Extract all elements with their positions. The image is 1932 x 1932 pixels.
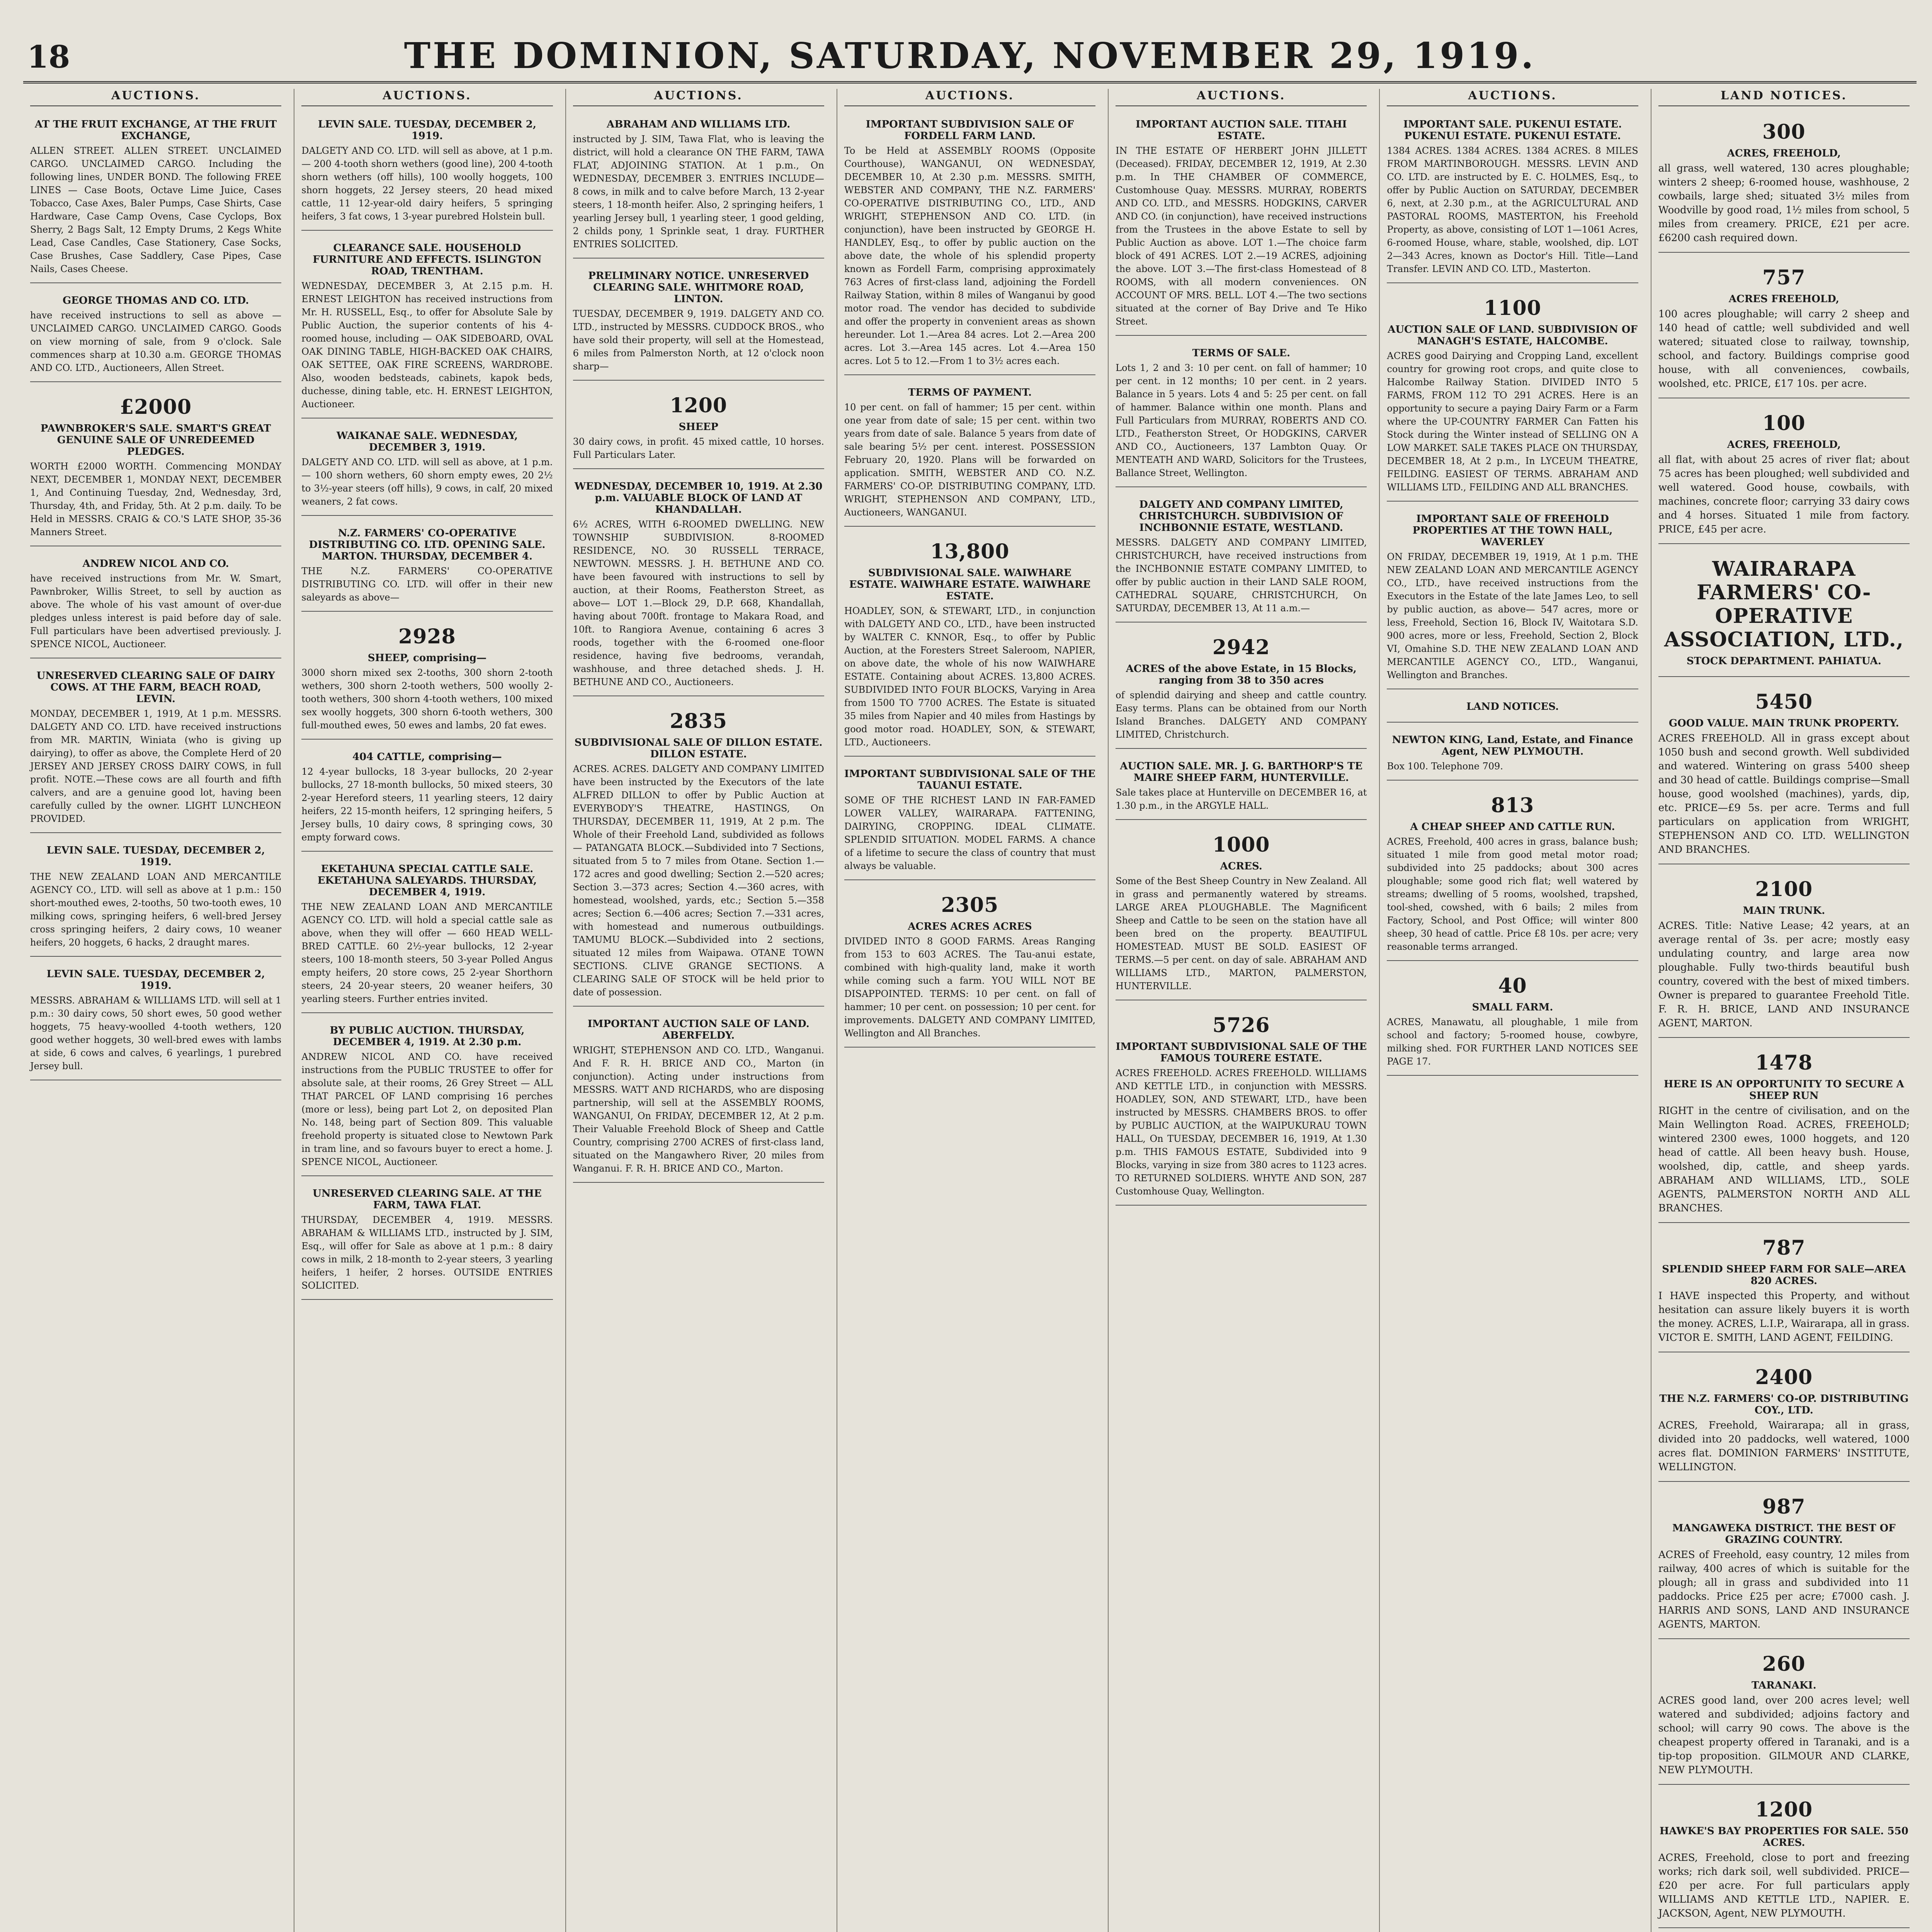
ad-body: DIVIDED INTO 8 GOOD FARMS. Areas Ranging from 153 to 603 ACRES. The Tau-anui estate, combined with high-quality land, make it worth while coming such a farm. YOU WILL NOT BE DISAPPOINTED. TERMS: 10 per cent. on fall of hammer; 10 per cent. on possession; 10 per cent. for improvements. DALGETY AND COMPANY LIMITED, Wellington and All Branches.: [844, 936, 1096, 1039]
ad-display-heading: 2305: [941, 893, 999, 917]
ad-heading: HERE IS AN OPPORTUNITY TO SECURE A SHEEP RUN: [1663, 1078, 1904, 1102]
ad-body: 10 per cent. on fall of hammer; 15 per cent. within one year from date of sale; 15 per cent. within two years from date of sale. Balance 5 years from date of sale bearing 5½ per cent. interest. POSSESSION February 20, 1920. Plans will be forwarded on application. SMITH, WEBSTER AND CO. N.Z. FARMERS' CO-OP. DISTRIBUTING COMPANY, LTD. WRIGHT, STEPHENSON AND COMPANY, LTD., Auctioneers, WANGANUI.: [844, 402, 1096, 518]
column-7: [1651, 89, 1917, 1932]
ad-body: SOME OF THE RICHEST LAND IN FAR-FAMED LOWER VALLEY, WAIRARAPA. FATTENING, DAIRYING, CROPPING. IDEAL CLIMATE. SPLENDID SITUATION. MODEL FARMS. A chance of a lifetime to secure the class of country that must always be valuable.: [844, 795, 1096, 871]
ad-heading: 404 CATTLE, comprising—: [352, 751, 502, 763]
column-heading: AUCTIONS.: [301, 89, 553, 106]
ad-display-heading: 2400: [1755, 1366, 1813, 1389]
ad-heading: LAND NOTICES.: [1466, 701, 1559, 713]
ad-display-heading: 100: [1762, 412, 1806, 435]
column-heading: AUCTIONS.: [844, 89, 1095, 106]
ad-heading: TARANAKI.: [1752, 1680, 1816, 1691]
ad-heading: IMPORTANT SUBDIVISIONAL SALE OF THE FAMOUS TOURERE ESTATE.: [1116, 1041, 1367, 1064]
advertisement: [1658, 1790, 1910, 1928]
ad-body: instructed by J. SIM, Tawa Flat, who is leaving the district, will hold a clearance ON THE FARM, TAWA FLAT, ADJOINING STATION. At 1 p.m., On WEDNESDAY, DECEMBER 3. ENTRIES INCLUDE— 8 cows, in milk and to calve before March, 13 2-year steers, 1 18-month heifer. Also, 2 springing heifers, 1 yearling Jersey bull, 1 yearling steer, 1 good gelding, 2 childs pony, 1 Sprinkle seat, 1 dray. FURTHER ENTRIES SOLICITED.: [573, 134, 824, 250]
ad-display-heading: 813: [1491, 794, 1534, 817]
advertisement: [1658, 112, 1910, 253]
ad-heading: N.Z. FARMERS' CO-OPERATIVE DISTRIBUTING CO. LTD. OPENING SALE. MARTON. THURSDAY, DECEMBER 4.: [309, 527, 546, 562]
advertisement: [301, 617, 553, 740]
advertisement: [1658, 1228, 1910, 1352]
advertisement: [30, 552, 281, 658]
ad-display-heading: 260: [1762, 1652, 1806, 1676]
advertisement: [1116, 341, 1367, 487]
ad-body: 6½ ACRES, WITH 6-ROOMED DWELLING. NEW TOWNSHIP SUBDIVISION. 8-ROOMED RESIDENCE, NO. 30 RUSSELL TERRACE, NEWTOWN. MESSRS. J. H. BETHUNE AND CO. have been favoured with instructions to sell by auction, at their Rooms, Featherston Street, as above— LOT 1.—Block 29, D.P. 668, Khandallah, having about 700ft. frontage to Makara Road, and 10ft. to Rangiora Avenue, containing 6 acres 3 roods, together with the 6-roomed one-floor residence, having five bedrooms, verandah, washhouse, and three detached sheds. J. H. BETHUNE AND CO., Auctioneers.: [573, 519, 824, 687]
ad-body: ACRES. Title: Native Lease; 42 years, at an average rental of 3s. per acre; mostly easy undulating country, and large area now ploughable. Fully two-thirds beautiful bush country, covered with the best of mixed timbers. Owner is prepared to guarantee Freehold Title. F. R. H. BRICE, LAND AND INSURANCE AGENT, MARTON.: [1658, 920, 1910, 1029]
ad-display-heading: 2942: [1212, 636, 1270, 659]
advertisement: [1387, 728, 1638, 781]
ad-body: ACRES, Freehold, 400 acres in grass, balance bush; situated 1 mile from good metal motor road; subdivided into 25 paddocks; about 300 acres ploughable; some good rich flat; well watered by streams; dwelling of 5 rooms, woolshed, trapshed, tool-shed, cowshed, with 6 bails; 2 miles from Factory, School, and Post Office; will winter 800 sheep, 30 head of cattle. Price £8 10s. per acre; very reasonable terms arranged.: [1387, 836, 1638, 952]
column-1: [23, 89, 288, 1932]
ad-display-heading: £2000: [120, 395, 192, 419]
ad-body: ACRES good land, over 200 acres level; well watered and subdivided; adjoins factory and school; will carry 90 cows. The above is the cheapest property offered in Taranaki, and is a tip-top proposition. GILMOUR AND CLARKE, NEW PLYMOUTH.: [1658, 1695, 1910, 1776]
ad-display-heading: WAIRARAPA FARMERS' CO-OPERATIVE ASSOCIATION, LTD.,: [1664, 557, 1904, 651]
ad-body: HOADLEY, SON, & STEWART, LTD., in conjunction with DALGETY AND CO., LTD., have been instructed by WALTER C. KNNOR, Esq., to offer by Public Auction, at the Foresters Street Saleroom, NAPIER, on above date, the whole of his now WAIWHARE ESTATE. Containing about ACRES. 13,800 ACRES. SUBDIVIDED INTO FOUR BLOCKS, Varying in Area from 1500 TO 7700 ACRES. The Estate is situated 35 miles from Napier and 40 miles from Hastings by good motor road. HOADLEY, SON, & STEWART, LTD., Auctioneers.: [844, 605, 1096, 748]
ad-body: ACRES FREEHOLD. ACRES FREEHOLD. WILLIAMS AND KETTLE LTD., in conjunction with MESSRS. HOADLEY, SON, AND STEWART, LTD., have been instructed by MESSRS. CHAMBERS BROS. to offer by PUBLIC AUCTION, at the WAIPUKURAU TOWN HALL, On TUESDAY, DECEMBER 16, 1919, At 1.30 p.m. THIS FAMOUS ESTATE, Subdivided into 9 Blocks, varying in size from 380 acres to 1123 acres. TO RETURNED SOLDIERS. WHYTE AND SON, 287 Customhouse Quay, Wellington.: [1116, 1068, 1367, 1197]
advertisement: [301, 424, 553, 516]
advertisement: [573, 1012, 824, 1183]
advertisement: [30, 388, 281, 546]
ad-heading: PAWNBROKER'S SALE. SMART'S GREAT GENUINE SALE OF UNREDEEMED PLEDGES.: [40, 423, 271, 457]
advertisement: [1387, 966, 1638, 1076]
ad-body: all grass, well watered, 130 acres ploughable; winters 2 sheep; 6-roomed house, washhouse, 2 cowbails, large shed; situated 3½ miles from Woodville by good road, 1½ miles from school, 5 miles from creamery. PRICE, £21 per acre. £6200 cash required down.: [1658, 163, 1910, 244]
ad-heading: LEVIN SALE. TUESDAY, DECEMBER 2, 1919.: [46, 968, 265, 992]
ad-body: ACRES of Freehold, easy country, 12 miles from railway, 400 acres of which is suitable for the plough; all in grass and subdivided into 11 paddocks. Price £25 per acre; £7000 cash. J. HARRIS AND SONS, LAND AND INSURANCE AGENTS, MARTON.: [1658, 1549, 1910, 1630]
ad-heading: SUBDIVISIONAL SALE OF DILLON ESTATE. DILLON ESTATE.: [574, 737, 823, 760]
ad-body: WORTH £2000 WORTH. Commencing MONDAY NEXT, DECEMBER 1, MONDAY NEXT, DECEMBER 1, And Continuing Tuesday, 2nd, Wednesday, 3rd, Thursday, 4th, and Friday, 5th. At 2 p.m. daily. To be Held in MESSRS. CRAIG & CO.'S LATE SHOP, 35-36 Manners Street.: [30, 461, 282, 537]
ad-heading: SHEEP, comprising—: [367, 652, 487, 664]
ad-body: DALGETY AND CO. LTD. will sell as above, at 1 p.m. — 100 shorn wethers, 60 shorn empty ewes, 20 2½ to 3½-year steers (off hills), 9 cows, in calf, 20 mixed weaners, 2 fat cows.: [301, 457, 553, 507]
ad-heading: PRELIMINARY NOTICE. UNRESERVED CLEARING SALE. WHITMORE ROAD, LINTON.: [588, 270, 809, 305]
ad-body: have received instructions to sell as above — UNCLAIMED CARGO. UNCLAIMED CARGO. Goods on view morning of sale, from 9 o'clock. Sale commences sharp at 10.30 a.m. GEORGE THOMAS AND CO. LTD., Auctioneers, Allen Street.: [30, 310, 282, 373]
ad-heading: IMPORTANT AUCTION SALE. TITAHI ESTATE.: [1135, 119, 1347, 142]
ad-heading: IMPORTANT SALE. PUKENUI ESTATE. PUKENUI ESTATE. PUKENUI ESTATE.: [1403, 119, 1622, 142]
advertisement: [1116, 1006, 1367, 1206]
advertisement: [844, 762, 1095, 880]
ad-body: DALGETY AND CO. LTD. will sell as above, at 1 p.m.— 200 4-tooth shorn wethers (good line), 200 4-tooth shorn wethers (off hills), 100 woolly hoggets, 100 shorn hoggets, 22 Jersey steers, 20 head mixed cattle, 11 12-year-old dairy heifers, 5 springing heifers, 3 fat cows, 1 3-year purebred Holstein bull.: [301, 145, 553, 222]
ad-heading: ABRAHAM AND WILLIAMS LTD.: [607, 119, 791, 130]
ad-heading: ACRES, FREEHOLD,: [1727, 439, 1841, 451]
ad-body: ON FRIDAY, DECEMBER 19, 1919, At 1 p.m. THE NEW ZEALAND LOAN AND MERCANTILE AGENCY CO., LTD., have received instructions from the Executors in the Estate of the late James Leo, to sell by public auction, as above— 547 acres, more or less, Freehold, Section 16, Block IV, Waitotara S.D. 900 acres, more or less, Freehold, Section 2, Block VI, Omahine S.D. THE NEW ZEALAND LOAN AND MERCANTILE AGENCY CO., LTD., Wanganui, Wellington and Branches.: [1387, 551, 1638, 680]
ad-heading: AUCTION SALE OF LAND. SUBDIVISION OF MANAGH'S ESTATE, HALCOMBE.: [1388, 324, 1638, 347]
advertisement: [1658, 549, 1910, 677]
column-heading: AUCTIONS.: [1116, 89, 1367, 106]
page-number: 18: [27, 39, 70, 75]
ad-body: MONDAY, DECEMBER 1, 1919, At 1 p.m. MESSRS. DALGETY AND CO. LTD. have received instructions from MR. MARTIN, Winiata (who is giving up dairying), to offer as above, the Complete Herd of 20 JERSEY AND JERSEY CROSS DAIRY COWS, in full profit. NOTE.—These cows are all fourth and fifth calvers, and are a genuine good lot, having been carefully culled by the owner. LIGHT LUNCHEON PROVIDED.: [30, 708, 282, 824]
advertisement: [30, 838, 281, 957]
ad-heading: IMPORTANT SUBDIVISIONAL SALE OF THE TAUANUI ESTATE.: [844, 768, 1095, 791]
ad-heading: NEWTON KING, Land, Estate, and Finance Agent, NEW PLYMOUTH.: [1392, 734, 1633, 757]
ad-heading: ANDREW NICOL AND CO.: [82, 558, 229, 570]
ad-display-heading: 5726: [1212, 1014, 1270, 1037]
ad-body: WEDNESDAY, DECEMBER 3, At 2.15 p.m. H. ERNEST LEIGHTON has received instructions from Mr. H. RUSSELL, Esq., to offer for Absolute Sale by Public Auction, the superior contents of his 4-roomed house, including — OAK SIDEBOARD, OVAL OAK DINING TABLE, HIGH-BACKED OAK CHAIRS, OAK SETTEE, OAK FIRE SCREENS, WARDROBE. Also, wooden bedsteads, cabinets, kapok beds, duchesse, dining table, etc. H. ERNEST LEIGHTON, Auctioneer.: [301, 281, 553, 410]
ad-display-heading: 2100: [1755, 878, 1813, 901]
advertisement: [30, 289, 281, 382]
ad-heading: SUBDIVISIONAL SALE. WAIWHARE ESTATE. WAIWHARE ESTATE. WAIWHARE ESTATE.: [849, 567, 1091, 602]
ad-body: 100 acres ploughable; will carry 2 sheep and 140 head of cattle; well subdivided and well watered; situated close to railway, township, school, and factory. Buildings comprise good house, with all conveniences, cowbails, woolshed, etc. PRICE, £17 10s. per acre.: [1658, 308, 1910, 389]
advertisement: [1658, 870, 1910, 1038]
ad-heading: ACRES of the above Estate, in 15 Blocks, ranging from 38 to 350 acres: [1126, 663, 1357, 686]
ad-display-heading: 2835: [670, 709, 728, 733]
ad-heading: LEVIN SALE. TUESDAY, DECEMBER 2, 1919.: [46, 845, 265, 868]
advertisement: [1658, 1358, 1910, 1482]
ad-heading: ACRES.: [1220, 861, 1262, 872]
column-heading: AUCTIONS.: [30, 89, 281, 106]
column-2: [294, 89, 560, 1932]
advertisement: [1387, 112, 1638, 283]
advertisement: [301, 1019, 553, 1176]
ad-body: I HAVE inspected this Property, and without hesitation can assure likely buyers it is worth the money. ACRES, L.I.P., Wairarapa, all in grass. VICTOR E. SMITH, LAND AGENT, FEILDING.: [1658, 1290, 1910, 1344]
advertisement: [844, 112, 1095, 375]
ad-heading: MANGAWEKA DISTRICT. THE BEST OF GRAZING COUNTRY.: [1672, 1522, 1896, 1546]
advertisement: [573, 474, 824, 696]
advertisement: [30, 664, 281, 833]
advertisement: [1116, 112, 1367, 336]
ad-display-heading: 5450: [1755, 690, 1813, 714]
ad-heading: UNRESERVED CLEARING SALE OF DAIRY COWS. AT THE FARM, BEACH ROAD, LEVIN.: [36, 670, 275, 705]
ad-body: THE NEW ZEALAND LOAN AND MERCANTILE AGENCY CO. LTD. will hold a special cattle sale as above, when they will offer — 660 HEAD WELL-BRED CATTLE. 60 2½-year bullocks, 12 2-year steers, 100 18-month steers, 50 3-year Polled Angus empty heifers, 20 store cows, 25 2-year Shorthorn steers, 24 20-year steers, 20 weaner heifers, 30 yearling steers. Further entries invited.: [301, 901, 553, 1004]
ad-body: THE NEW ZEALAND LOAN AND MERCANTILE AGENCY CO., LTD. will sell as above at 1 p.m.: 150 short-mouthed ewes, 2-tooths, 50 two-tooth ewes, 10 milking cows, springing heifers, 6 well-bred Jersey cross springing heifers, 2 dairy cows, 10 weaner heifers, 20 hoggets, 6 hacks, 2 draught mares.: [30, 871, 282, 948]
advertisement: [1658, 1043, 1910, 1223]
ad-body: ACRES, Freehold, close to port and freezing works; rich dark soil, well subdivided. PRICE—£20 per acre. For full particulars apply WILLIAMS AND KETTLE LTD., NAPIER. E. JACKSON, Agent, NEW PLYMOUTH.: [1658, 1852, 1910, 1919]
ad-display-heading: 1000: [1212, 833, 1270, 857]
advertisement: [844, 381, 1095, 527]
ad-heading: SMALL FARM.: [1472, 1002, 1553, 1013]
ad-body: Sale takes place at Hunterville on DECEMBER 16, at 1.30 p.m., in the ARGYLE HALL.: [1116, 787, 1367, 811]
advertisement: [1658, 258, 1910, 398]
ad-heading: AT THE FRUIT EXCHANGE, AT THE FRUIT EXCHANGE,: [35, 119, 277, 142]
ad-body: 12 4-year bullocks, 18 3-year bullocks, 20 2-year bullocks, 27 18-month bullocks, 50 mixed steers, 30 2-year Hereford steers, 11 yearling steers, 12 dairy heifers, 22 15-month heifers, 12 springing heifers, 5 Jersey bulls, 10 dairy cows, 8 springing cows, 30 empty forward cows.: [301, 766, 553, 843]
advertisement: [301, 236, 553, 418]
ad-body: ALLEN STREET. ALLEN STREET. UNCLAIMED CARGO. UNCLAIMED CARGO. Including the following lines, UNDER BOND. The following FREE LINES — Case Boots, Octave Lime Juice, Cases Tobacco, Case Axes, Baler Pumps, Case Shirts, Case Hardware, Case Camp Ovens, Case Cyclops, Box Sherry, 2 Bags Salt, 12 Empty Drums, 2 Kegs White Lead, Case Candles, Case Stationery, Case Socks, Case Brushes, Case Saddlery, Case Pipes, Case Nails, Cases Cheese.: [30, 145, 282, 274]
ad-display-heading: 40: [1498, 974, 1527, 998]
ad-heading: STOCK DEPARTMENT. PAHIATUA.: [1686, 655, 1881, 667]
ad-body: WRIGHT, STEPHENSON AND CO. LTD., Wanganui. And F. R. H. BRICE AND CO., Marton (in conjunction). Acting under instructions from MESSRS. WATT AND RICHARDS, who are disposing partnership, will sell at the ASSEMBLY ROOMS, WANGANUI, On FRIDAY, DECEMBER 12, At 2 p.m. Their Valuable Freehold Block of Sheep and Cattle Country, comprising 2700 ACRES of first-class land, situated on the Mangawhero River, 20 miles from Wanganui. F. R. H. BRICE AND CO., Marton.: [573, 1045, 824, 1174]
column-heading: AUCTIONS.: [1387, 89, 1638, 106]
advertisement: [30, 962, 281, 1080]
advertisement: [1116, 825, 1367, 1000]
ad-body: MESSRS. ABRAHAM & WILLIAMS LTD. will sell at 1 p.m.: 30 dairy cows, 50 short ewes, 50 good wether hoggets, 75 heavy-woolled 4-tooth wethers, 120 good wether hoggets, 30 well-bred ewes with lambs at side, 6 cows and calves, 6 yearlings, 1 purebred Jersey bull.: [30, 995, 282, 1071]
advertisement: [1658, 1645, 1910, 1785]
ad-display-heading: 787: [1762, 1236, 1806, 1260]
ad-body: ANDREW NICOL AND CO. have received instructions from the PUBLIC TRUSTEE to offer for absolute sale, at their rooms, 26 Grey Street — ALL THAT PARCEL OF LAND comprising 16 perches (more or less), being part Lot 2, on deposited Plan No. 148, being part of Section 809. This valuable freehold property is situated close to Newtown Park in tram line, and so favours buyer to erect a home. J. SPENCE NICOL, Auctioneer.: [301, 1051, 553, 1167]
advertisement: [1387, 507, 1638, 689]
ad-heading: TERMS OF PAYMENT.: [908, 387, 1032, 398]
advertisement: [301, 745, 553, 852]
ad-heading: DALGETY AND COMPANY LIMITED, CHRISTCHURCH. SUBDIVISION OF INCHBONNIE ESTATE, WESTLAND.: [1139, 499, 1344, 534]
ad-display-heading: 1100: [1484, 296, 1541, 320]
ad-body: ACRES FREEHOLD. All in grass except about 1050 bush and second growth. Well subdivided and watered. Wintering on grass 5400 sheep and 30 head of cattle. Buildings comprise—Small house, good woolshed (machines), yards, dip, etc. PRICE—£9 5s. per acre. Terms and full particulars on application from WRIGHT, STEPHENSON AND CO. LTD. WELLINGTON AND BRANCHES.: [1658, 733, 1910, 855]
advertisement: [573, 264, 824, 381]
advertisement: [301, 1182, 553, 1300]
advertisement: [30, 112, 281, 283]
column-5: [1108, 89, 1374, 1932]
ad-heading: SHEEP: [679, 421, 718, 433]
ad-heading: UNRESERVED CLEARING SALE. AT THE FARM, TAWA FLAT.: [313, 1188, 542, 1211]
column-3: [565, 89, 831, 1932]
advertisement: [301, 112, 553, 231]
ad-body: MESSRS. DALGETY AND COMPANY LIMITED, CHRISTCHURCH, have received instructions from the INCHBONNIE ESTATE COMPANY LIMITED, to offer by public auction in their LAND SALE ROOM, CATHEDRAL SQUARE, CHRISTCHURCH, On SATURDAY, DECEMBER 13, At 11 a.m.—: [1116, 537, 1367, 614]
ad-heading: BY PUBLIC AUCTION. THURSDAY, DECEMBER 4, 1919. At 2.30 p.m.: [330, 1025, 525, 1048]
ad-heading: IMPORTANT AUCTION SALE OF LAND. ABERFELDY.: [587, 1018, 810, 1041]
ad-display-heading: 300: [1762, 120, 1806, 144]
ad-heading: TERMS OF SALE.: [1192, 347, 1291, 359]
ad-display-heading: 1478: [1755, 1051, 1813, 1075]
advertisement: [301, 521, 553, 612]
ad-body: THE N.Z. FARMERS' CO-OPERATIVE DISTRIBUTING CO. LTD. will offer in their new saleyards as above—: [301, 566, 553, 603]
ad-body: To be Held at ASSEMBLY ROOMS (Opposite Courthouse), WANGANUI, ON WEDNESDAY, DECEMBER 10, At 2.30 p.m. MESSRS. SMITH, WEBSTER AND COMPANY, THE N.Z. FARMERS' CO-OPERATIVE DISTRIBUTING CO., LTD., AND WRIGHT, STEPHENSON AND CO. LTD. (in conjunction), have been instructed by GEORGE H. HANDLEY, Esq., to offer by public auction on the above date, the whole of his splendid property known as Fordell Farm, comprising approximately 763 Acres of first-class land, adjoining the Fordell Railway Station, within 8 miles of Wanganui by good motor road. The vendor has decided to subdivide and offer the property in convenient areas as shown hereunder. Lot 1.—Area 84 acres. Lot 2.—Area 200 acres. Lot 3.—Area 145 acres. Lot 4.—Area 150 acres. Lot 5 to 12.—From 1 to 3½ acres each.: [844, 145, 1096, 366]
advertisement: [573, 702, 824, 1007]
advertisement: [1116, 628, 1367, 749]
column-4: [837, 89, 1102, 1932]
ad-heading: EKETAHUNA SPECIAL CATTLE SALE. EKETAHUNA SALEYARDS. THURSDAY, DECEMBER 4, 1919.: [317, 863, 537, 898]
ad-display-heading: 987: [1762, 1495, 1806, 1519]
ad-heading: AUCTION SALE. MR. J. G. BARTHORP'S TE MAIRE SHEEP FARM, HUNTERVILLE.: [1120, 760, 1363, 784]
ad-body: 30 dairy cows, in profit. 45 mixed cattle, 10 horses. Full Particulars Later.: [573, 436, 824, 460]
column-6: [1379, 89, 1645, 1932]
ad-heading: LEVIN SALE. TUESDAY, DECEMBER 2, 1919.: [318, 119, 536, 142]
column-heading: AUCTIONS.: [573, 89, 824, 106]
ad-display-heading: 1200: [670, 394, 728, 417]
advertisement: [1658, 682, 1910, 864]
newspaper-title: THE DOMINION, SATURDAY, NOVEMBER 29, 1919.: [404, 35, 1536, 77]
advertisement: [1387, 289, 1638, 502]
ad-heading: CLEARANCE SALE. HOUSEHOLD FURNITURE AND EFFECTS. ISLINGTON ROAD, TRENTHAM.: [313, 242, 542, 277]
ad-display-heading: 757: [1762, 266, 1806, 289]
advertisement: [844, 886, 1095, 1048]
ad-heading: IMPORTANT SALE OF FREEHOLD PROPERTIES AT THE TOWN HALL, WAVERLEY: [1412, 513, 1613, 548]
ad-body: Some of the Best Sheep Country in New Zealand. All in grass and permanently watered by streams. LARGE AREA PLOUGHABLE. The Magnificent Sheep and Cattle to be seen on the station have all been bred on the property. BEAUTIFUL HOMESTEAD. MUST BE SOLD. EASIEST OF TERMS.—5 per cent. on day of sale. ABRAHAM AND WILLIAMS LTD., MARTON, PALMERSTON, HUNTERVILLE.: [1116, 876, 1367, 992]
ad-body: ACRES, Freehold, Wairarapa; all in grass, divided into 20 paddocks, well watered, 1000 acres flat. DOMINION FARMERS' INSTITUTE, WELLINGTON.: [1658, 1420, 1910, 1473]
ad-heading: GOOD VALUE. MAIN TRUNK PROPERTY.: [1668, 718, 1899, 729]
advertisement: [1658, 1487, 1910, 1639]
ad-body: ACRES good Dairying and Cropping Land, excellent country for growing root crops, and quite close to Halcombe Railway Station. DIVIDED INTO 5 FARMS, FROM 112 TO 291 ACRES. Here is an opportunity to secure a paying Dairy Farm or a Farm where the UP-COUNTRY FARMER Can Fatten his Stock during the Winter instead of SELLING ON A LOW MARKET. SALE TAKES PLACE ON THURSDAY, DECEMBER 18, At 2 p.m., In LYCEUM THEATRE, FEILDING. EASIEST OF TERMS. ABRAHAM AND WILLIAMS LTD., FEILDING AND ALL BRANCHES.: [1387, 350, 1638, 493]
ad-heading: GEORGE THOMAS AND CO. LTD.: [62, 295, 249, 306]
ad-body: RIGHT in the centre of civilisation, and on the Main Wellington Road. ACRES, FREEHOLD; wintered 2300 ewes, 1000 hoggets, and 120 head of cattle. All been heavy bush. House, woolshed, dip, cattle, and sheep yards. ABRAHAM AND WILLIAMS, LTD., SOLE AGENTS, PALMERSTON NORTH AND ALL BRANCHES.: [1658, 1105, 1910, 1214]
advertisement: [573, 386, 824, 469]
ad-body: of splendid dairying and sheep and cattle country. Easy terms. Plans can be obtained from our North Island Branches. DALGETY AND COMPANY LIMITED, Christchurch.: [1116, 690, 1367, 740]
ad-body: TUESDAY, DECEMBER 9, 1919. DALGETY AND CO. LTD., instructed by MESSRS. CUDDOCK BROS., who have sold their property, will sell at the Homestead, 6 miles from Palmerston North, at 12 o'clock noon sharp—: [573, 308, 824, 372]
ad-display-heading: 13,800: [930, 540, 1010, 563]
ad-display-heading: 1200: [1755, 1798, 1813, 1821]
columns: [23, 89, 1917, 1932]
ad-heading: SPLENDID SHEEP FARM FOR SALE—AREA 820 ACRES.: [1662, 1264, 1906, 1287]
ad-display-heading: 2928: [398, 625, 456, 648]
masthead: [23, 23, 1917, 83]
ad-body: ACRES, Manawatu, all ploughable, 1 mile from school and factory; 5-roomed house, cowbyre, milking shed. FOR FURTHER LAND NOTICES SEE PAGE 17.: [1387, 1017, 1638, 1067]
advertisement: [301, 857, 553, 1013]
ad-heading: ACRES, FREEHOLD,: [1727, 148, 1841, 159]
ad-body: have received instructions from Mr. W. Smart, Pawnbroker, Willis Street, to sell by auction as above. The whole of his vast amount of over-due pledges unless interest is paid before day of sale. Full particulars have been advertised previously. J. SPENCE NICOL, Auctioneer.: [30, 573, 282, 650]
advertisement: [1116, 754, 1367, 820]
advertisement: [1387, 695, 1638, 723]
ad-heading: ACRES FREEHOLD,: [1728, 293, 1839, 305]
ad-body: all flat, with about 25 acres of river flat; about 75 acres has been ploughed; well subdivided and well watered. Good house, cowbails, with machines, concrete floor; carrying 33 dairy cows and 4 horses. Situated 1 mile from factory. PRICE, £45 per acre.: [1658, 454, 1910, 535]
advertisement: [1116, 493, 1367, 622]
ad-heading: WEDNESDAY, DECEMBER 10, 1919. At 2.30 p.m. VALUABLE BLOCK OF LAND AT KHANDALLAH.: [574, 481, 823, 515]
ad-body: 3000 shorn mixed sex 2-tooths, 300 shorn 2-tooth wethers, 300 shorn 2-tooth wethers, 500 woolly 2-tooth wethers, 300 shorn 4-tooth wethers, 100 mixed sex woolly hoggets, 300 shorn 6-tooth wethers, 300 full-mouthed ewes, 50 ewes and lambs, 20 fat ewes.: [301, 667, 553, 731]
ad-heading: HAWKE'S BAY PROPERTIES FOR SALE. 550 ACRES.: [1659, 1825, 1908, 1849]
ad-body: ACRES. ACRES. DALGETY AND COMPANY LIMITED have been instructed by the Executors of the late ALFRED DILLON to offer by Public Auction at EVERYBODY'S THEATRE, HASTINGS, On THURSDAY, DECEMBER 11, 1919, At 2 p.m. The Whole of their Freehold Land, subdivided as follows— PATANGATA BLOCK.—Subdivided into 7 Sections, situated from 5 to 7 miles from Otane. Section 1.—172 acres and good dwelling; Section 2.—520 acres; Section 3.—373 acres; Section 4.—360 acres, with homestead, woolshed, yards, etc.; Section 5.—358 acres; Section 6.—406 acres; Section 7.—331 acres, with homestead and numerous outbuildings. TAMUMU BLOCK.—Subdivided into 2 sections, situated 12 miles from Waipawa. OTANE TOWN SECTIONS. CLIVE GRANGE SECTIONS. A CLEARING SALE OF STOCK will be held prior to date of possession.: [573, 764, 824, 998]
ad-heading: MAIN TRUNK.: [1743, 905, 1825, 917]
ad-heading: WAIKANAE SALE. WEDNESDAY, DECEMBER 3, 1919.: [336, 430, 518, 453]
ad-heading: ACRES ACRES ACRES: [908, 921, 1032, 932]
ad-heading: A CHEAP SHEEP AND CATTLE RUN.: [1410, 821, 1615, 833]
advertisement: [573, 112, 824, 259]
column-heading: LAND NOTICES.: [1658, 89, 1910, 106]
advertisement: [1387, 786, 1638, 961]
ad-body: 1384 ACRES. 1384 ACRES. 1384 ACRES. 8 MILES FROM MARTINBOROUGH. MESSRS. LEVIN AND CO. LTD. are instructed by E. C. HOLMES, Esq., to offer by Public Auction on SATURDAY, DECEMBER 6, next, at 2.30 p.m., at the AGRICULTURAL AND PASTORAL ROOMS, MASTERTON, his Freehold Property, as above, consisting of LOT 1—1061 Acres, 6-roomed House, whare, stable, woolshed, dip. LOT 2—343 Acres, known as Doctor's Hill. Title—Land Transfer. LEVIN AND CO. LTD., Masterton.: [1387, 145, 1638, 274]
ad-body: THURSDAY, DECEMBER 4, 1919. MESSRS. ABRAHAM & WILLIAMS LTD., instructed by J. SIM, Esq., will offer for Sale as above at 1 p.m.: 8 dairy cows in milk, 2 18-month to 2-year steers, 3 yearling heifers, 1 heifer, 2 horses. OUTSIDE ENTRIES SOLICITED.: [301, 1214, 553, 1291]
advertisement: [1658, 404, 1910, 544]
advertisement: [844, 532, 1095, 757]
ad-heading: IMPORTANT SUBDIVISION SALE OF FORDELL FARM LAND.: [866, 119, 1074, 142]
ad-body: Box 100. Telephone 709.: [1387, 761, 1503, 772]
ad-body: Lots 1, 2 and 3: 10 per cent. on fall of hammer; 10 per cent. in 12 months; 10 per cent. in 2 years. Balance in 5 years. Lots 4 and 5: 25 per cent. on fall of hammer. Balance within one month. Plans and Full Particulars from MURRAY, ROBERTS AND CO. LTD., Featherston Street, Or HODGKINS, CARVER AND CO., Auctioneers, 137 Lambton Quay. Or MENTEATH AND WARD, Solicitors for the Trustees, Ballance Street, Wellington.: [1116, 362, 1367, 478]
ad-heading: THE N.Z. FARMERS' CO-OP. DISTRIBUTING COY., LTD.: [1659, 1393, 1909, 1416]
ad-body: IN THE ESTATE OF HERBERT JOHN JILLETT (Deceased). FRIDAY, DECEMBER 12, 1919, At 2.30 p.m. In THE CHAMBER OF COMMERCE, Customhouse Quay. MESSRS. MURRAY, ROBERTS AND CO. LTD., and MESSRS. HODGKINS, CARVER AND CO. (in conjunction), have received instructions from the Trustees in the above Estate to sell by Public Auction as above. LOT 1.—The choice farm block of 491 ACRES. LOT 2.—19 ACRES, adjoining the above. LOT 3.—The first-class Homestead of 8 ROOMS, with all modern conveniences. ON ACCOUNT OF MRS. BELL. LOT 4.—The two sections situated at the corner of Bay Drive and Te Hiko Street.: [1116, 145, 1367, 327]
